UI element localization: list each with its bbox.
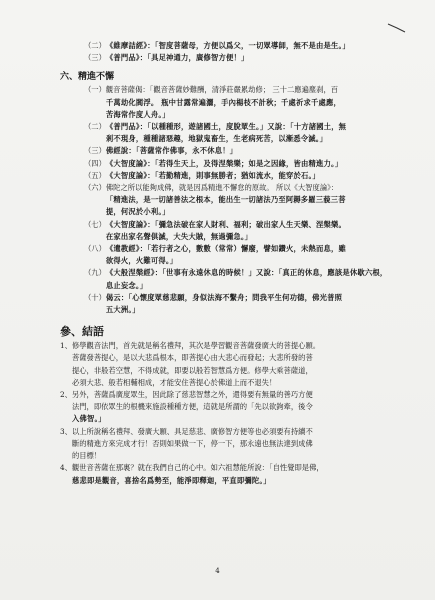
conclusion-item-1 bbox=[60, 340, 410, 389]
item-line: 斷的精進方來完成才行！否則如果做一下，停一下，那永遠也無法達到成佛 bbox=[71, 438, 313, 448]
conclusion-item-4 bbox=[60, 462, 410, 486]
item-line: 《大智度論》：「彌急法破在家人財利、福利；破出家人生天樂、涅槃樂。 bbox=[105, 219, 346, 229]
item-label: （九） bbox=[84, 268, 106, 278]
item-line: 五大洲。」 bbox=[105, 305, 140, 315]
item-line: 修學觀音法門，首先就是稱名禮拜，其次是學習觀音菩薩發廣大的菩提心願。 bbox=[71, 341, 321, 351]
item-label: （四） bbox=[84, 158, 106, 168]
item-line: 觀音菩薩偈：「觀音菩薩妙難酬，清淨莊嚴累劫修； 三十二應遍塵刹，百 bbox=[105, 85, 339, 95]
item-line: 《大智度論》：「若得生天上，及得涅槃樂；如是之因緣，皆由精進力。」 bbox=[105, 158, 343, 168]
item-line: 偈云：「心懷度眾慈悲願，身似法海不繫舟；問我平生何功德，佛光普照 bbox=[105, 292, 343, 302]
item-line: 《遺教經》：「若行者之心，數數（常常）懈廢，譬如鑽火，未熱而息，雖 bbox=[105, 244, 346, 254]
section-heading-diligence: 六、精進不懈 bbox=[60, 72, 115, 83]
diligence-item-9 bbox=[60, 267, 410, 291]
item-line: 的目標！ bbox=[71, 451, 102, 461]
item-label: （六） bbox=[84, 183, 106, 193]
item-line: 慈悲即是觀音，喜捨名爲勢至，能淨即釋迦，平直即彌陀。」 bbox=[71, 475, 271, 485]
item-line: 「精進法，是一切諸善法之根本，能出生一切諸法乃至阿耨多羅三藐三菩 bbox=[105, 195, 346, 205]
item-line: 另外，菩薩爲廣度眾生，因此除了慈悲智慧之外，還得要有無量的善巧方便 bbox=[71, 390, 313, 400]
item-line: 千萬劫化閻浮。 瓶中甘露常遍灑，手內楊枝不計秋；千處祈求千處應， bbox=[105, 97, 342, 107]
item-label: （二） bbox=[84, 122, 106, 132]
item-label: 3、 bbox=[60, 426, 72, 436]
diligence-item-2 bbox=[60, 121, 410, 145]
conclusion-item-3 bbox=[60, 426, 410, 463]
quote-item-vimalakirti bbox=[60, 40, 410, 52]
diligence-item-7 bbox=[60, 219, 410, 243]
item-line: 提，何況於小利。」 bbox=[105, 207, 170, 217]
item-text: 《維摩詰經》：「智度菩薩母，方便以爲父，一切眾導師，無不是由是生。」 bbox=[105, 41, 350, 50]
item-line: 在家出家名聲俱滅，大失大賊，無過彌急。」 bbox=[105, 231, 253, 241]
diligence-item-1 bbox=[60, 84, 410, 121]
diligence-item-10 bbox=[60, 292, 410, 316]
diligence-item-3 bbox=[60, 145, 410, 157]
item-line: 菩薩發菩提心，是以大悲爲根本，即菩提心由大悲心而發起；大悲所發的菩 bbox=[71, 353, 313, 363]
item-label: （七） bbox=[84, 219, 106, 229]
item-label: （五） bbox=[84, 170, 106, 180]
diligence-item-5 bbox=[60, 170, 410, 182]
item-line: 觀世音菩薩在那裏？就在我們自己的心中。如六祖慧能所說：「自性覺即是佛， bbox=[71, 463, 324, 473]
item-label: （八） bbox=[84, 244, 106, 254]
item-label: （三） bbox=[84, 146, 106, 156]
item-line: 苦海常作度人舟。」 bbox=[105, 109, 170, 119]
page-number: 4 bbox=[215, 567, 220, 575]
item-line: 息止妄念。」 bbox=[105, 280, 148, 290]
item-label: （三） bbox=[84, 53, 106, 63]
item-label: （一） bbox=[84, 85, 106, 95]
item-line: 入佛智。」 bbox=[71, 414, 106, 424]
item-line: 剎不現身，種種諸惡趣，地獄鬼畜生，生老病死苦，以漸悉令滅。」 bbox=[105, 134, 328, 144]
diligence-item-4 bbox=[60, 158, 410, 170]
item-line: 提心，非般若空慧，不得成就，即要以般若智慧爲方便。修學大乘菩薩道， bbox=[71, 365, 313, 375]
item-line: 《大智度論》：「若勤精進，則事無勝者；猶如流水，能穿於石。」 bbox=[105, 170, 320, 180]
item-line: 必須大悲、般若相輔相成，才能安住菩提心於佛道上而不退失！ bbox=[71, 377, 277, 387]
quote-item-universal-gate bbox=[60, 52, 410, 64]
item-line: 佛經說：「菩薩常作佛事，永不休息！」 bbox=[105, 146, 238, 156]
diligence-item-6 bbox=[60, 182, 410, 219]
item-line: 以上所說稱名禮拜、發廣大願、具足慈悲、廣修智方便等也必須要有持續不 bbox=[71, 426, 313, 436]
item-line: 欲得火，火難可得。」 bbox=[105, 256, 178, 266]
item-line: 《大般涅槃經》：「世事有永遠休息的時候！」又說：「真正的休息，應該是休歇六根， bbox=[105, 268, 388, 278]
item-text: 《普門品》：「具足神通力，廣修智方便！」 bbox=[105, 53, 249, 63]
item-label: （十） bbox=[84, 292, 106, 302]
item-line: 《普門品》：「以種種形，遊諸國土，度脫眾生。」又說：「十方諸國土，無 bbox=[105, 122, 347, 132]
section-heading-conclusion: 參、結語 bbox=[60, 325, 104, 339]
item-line: 佛陀之所以能夠成佛，就是因爲精進不懈怠的原故。 所以《大智度論》： bbox=[105, 183, 339, 193]
item-label: （二） bbox=[84, 41, 106, 50]
document-content bbox=[60, 40, 410, 487]
item-label: 2、 bbox=[60, 390, 72, 400]
item-label: 4、 bbox=[60, 463, 72, 473]
diligence-item-8 bbox=[60, 243, 410, 267]
conclusion-item-2 bbox=[60, 389, 410, 426]
pen-stroke-mark bbox=[387, 22, 407, 34]
item-label: 1、 bbox=[60, 341, 72, 351]
item-line: 法門，即依眾生的根機來施設種種方便，這就是所謂的「先以欲鉤牽，後令 bbox=[71, 402, 313, 412]
